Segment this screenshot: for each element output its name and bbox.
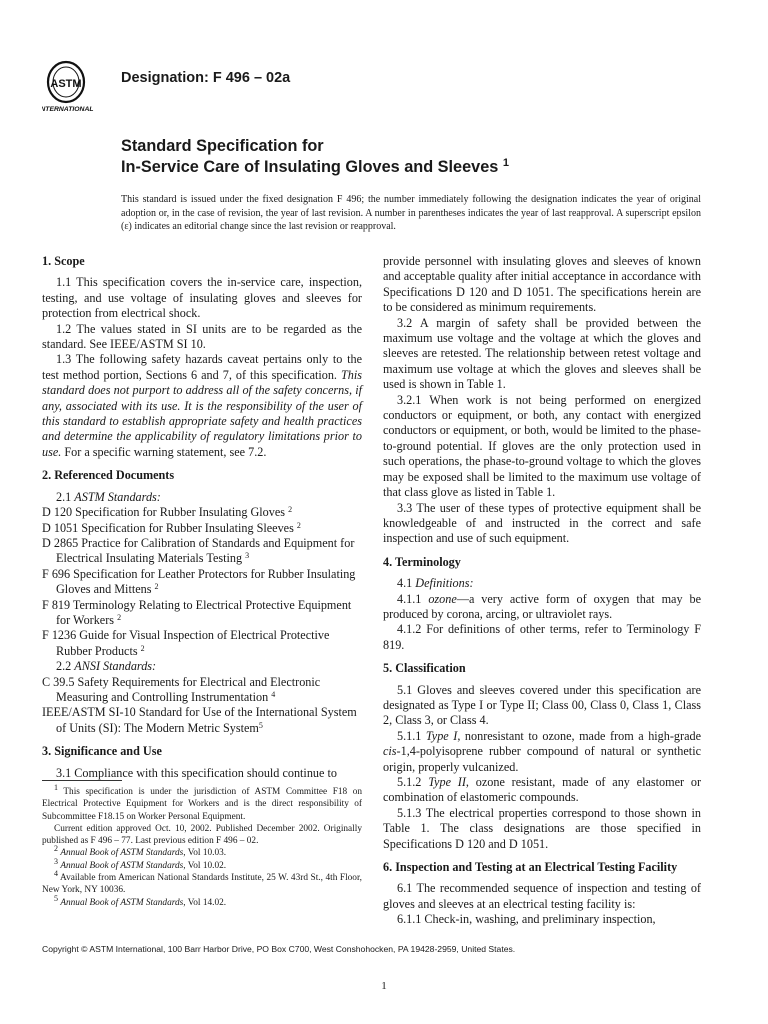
type-label: Type I <box>425 728 458 743</box>
footnote-number: 3 <box>54 856 58 866</box>
reference-item <box>42 628 362 659</box>
para-1-3-c: For a specific warning statement, see 7.2. <box>64 444 267 459</box>
ansi-standards-label: ANSI Standards: <box>74 659 157 674</box>
para-2-1 <box>42 490 362 505</box>
footnote-text: This specification is under the jurisdiction of ASTM Committee F18 on Electrical Protective Equipment for Workers and is the direct responsibility of Subcommittee F18.15 on Worker Personal Equipment. <box>42 787 363 822</box>
para-3-1: 3.1 Compliance with this specification should continue to <box>56 765 337 780</box>
title-footnote-mark: 1 <box>502 157 509 169</box>
footnote-mark: 2 <box>296 520 301 530</box>
para-4-1-num: 4.1 <box>397 576 413 591</box>
footnote-text: Available from American National Standards Institute, 25 W. 43rd St., 4th Floor, New York, NY 10036. <box>42 873 363 896</box>
astm-standards-label: ASTM Standards: <box>74 489 161 504</box>
footnote-number: 4 <box>54 869 58 879</box>
footnote-mark: 3 <box>245 551 250 561</box>
title-text: In-Service Care of Insulating Gloves and Sleeves <box>121 158 499 176</box>
title-line-2 <box>121 157 721 178</box>
section-heading-referenced-documents: 2. Referenced Documents <box>42 468 175 483</box>
footnote-text: Annual Book of ASTM Standards <box>60 860 184 871</box>
footnote-mark: 2 <box>154 582 159 592</box>
right-column <box>383 254 701 928</box>
footnote-number: 2 <box>54 844 58 854</box>
para-1-2: 1.2 The values stated in SI units are to be regarded as the standard. See IEEE/ASTM SI 10. <box>42 321 362 352</box>
para-5-1-1-num: 5.1.1 <box>397 728 422 743</box>
designation: Designation: F 496 – 02a <box>121 70 291 86</box>
footnote-volume: , Vol 10.02. <box>183 860 227 871</box>
section-heading-classification: 5. Classification <box>383 661 466 676</box>
astm-reference-list <box>42 505 362 659</box>
para-4-1-1-num: 4.1.1 <box>397 591 422 606</box>
ansi-reference-list <box>42 675 362 737</box>
para-3-1-continued: provide personnel with insulating gloves and sleeves of known and acceptable quality after initial acceptance in accordance with Specifications D 120 and D 1051. The specifications herein are to be considered as minimum requirements. <box>383 254 701 315</box>
type-label: Type II <box>428 775 466 789</box>
reference-item <box>42 705 362 736</box>
page-number: 1 <box>381 980 387 992</box>
reference-text: IEEE/ASTM SI-10 Standard for Use of the International System of Units (SI): The Modern Metric System <box>42 705 357 735</box>
section-heading-scope: 1. Scope <box>42 254 85 268</box>
para-3-2: 3.2 A margin of safety shall be provided between the maximum use voltage and the voltage at which the gloves and sleeves are retested. The relationship between retest voltage and maximum use voltage at which the gloves and sleeves shall be used is shown in Table 1. <box>383 315 701 392</box>
footnote-text: Annual Book of ASTM Standards <box>60 897 184 908</box>
cis-prefix: cis <box>383 744 397 759</box>
reference-item <box>42 675 362 706</box>
para-3-3: 3.3 The user of these types of protective equipment shall be knowledgeable of and instructed in the correct and safe inspection and use of such equipment. <box>383 500 701 546</box>
section-heading-significance: 3. Significance and Use <box>42 744 162 759</box>
para-5-1-1-text: , nonresistant to ozone, made from a high-grade <box>457 728 701 743</box>
defined-term: ozone <box>428 591 457 606</box>
reference-text: F 1236 Guide for Visual Inspection of Electrical Protective Rubber Products <box>42 628 330 658</box>
footnote-mark: 2 <box>140 643 145 653</box>
designation-notice: This standard is issued under the fixed designation F 496; the number immediately following the designation indicates the year of original adoption or, in the case of revision, the year of last revision. A number in parentheses indicates the year of last reapproval. A superscript epsilon (ε) indicates an editorial change since the last revision or reapproval. <box>121 194 701 233</box>
safety-caveat: This standard does not purport to address all of the safety concerns, if any, associated with its use. It is the responsibility of the user of this standard to establish appropriate safety and health practices and determine the applicability of regulatory limitations prior to use. <box>42 367 363 459</box>
reference-text: D 1051 Specification for Rubber Insulating Sleeves <box>42 520 294 535</box>
para-4-1-1 <box>383 592 701 623</box>
footnote-mark: 5 <box>258 720 263 730</box>
para-1-3 <box>42 352 362 460</box>
para-2-2-num: 2.2 <box>56 659 72 674</box>
copyright-notice: Copyright © ASTM International, 100 Barr Harbor Drive, PO Box C700, West Conshohocken, PA 19428-2959, United States. <box>42 944 516 954</box>
footnote-4 <box>42 869 363 897</box>
footnote-mark: 4 <box>271 689 276 699</box>
footnote-volume: , Vol 10.03. <box>183 848 227 859</box>
footnote-number: 1 <box>54 783 58 792</box>
para-6-1-1: 6.1.1 Check-in, washing, and preliminary inspection, <box>397 912 656 927</box>
section-heading-terminology: 4. Terminology <box>383 554 461 569</box>
definitions-label: Definitions: <box>415 576 474 591</box>
para-4-1 <box>383 576 701 591</box>
para-2-2 <box>42 659 362 674</box>
footnote-3 <box>42 856 362 872</box>
footnote-1-continued: Current edition approved Oct. 10, 2002. Published December 2002. Originally published as F 496 – 77. Last previous edition F 496 – 02. <box>42 823 362 847</box>
footnote-5 <box>42 893 362 909</box>
logo-letters: ASTM <box>50 78 82 90</box>
reference-text: F 819 Terminology Relating to Electrical Protective Equipment for Workers <box>42 597 352 627</box>
footnote-volume: , Vol 14.02. <box>183 897 227 908</box>
footnote-mark: 2 <box>288 505 293 515</box>
footnote-number: 5 <box>54 893 58 903</box>
left-column <box>42 254 362 781</box>
footnote-divider <box>42 780 122 781</box>
footnote-1 <box>42 783 363 823</box>
section-heading-inspection-testing: 6. Inspection and Testing at an Electrical Testing Facility <box>383 860 678 875</box>
para-2-1-num: 2.1 <box>56 489 72 504</box>
title-line-1: Standard Specification for <box>121 137 324 155</box>
reference-item <box>42 598 362 629</box>
para-1-3-a: 1.3 The following safety hazards caveat pertains only to the test method portion, Sections 6 and 7, of this specification. <box>42 352 362 382</box>
para-5-1-2-text: , ozone resistant, made of any elastomer or combination of elastomeric compounds. <box>383 775 702 805</box>
footnote-mark: 2 <box>117 612 122 622</box>
logo-subtitle: INTERNATIONAL <box>42 106 94 113</box>
document-title <box>121 136 721 178</box>
reference-item <box>42 567 362 598</box>
reference-text: F 696 Specification for Leather Protectors for Rubber Insulating Gloves and Mittens <box>42 566 356 597</box>
para-5-1-1 <box>383 729 701 775</box>
reference-text: D 2865 Practice for Calibration of Standards and Equipment for Electrical Insulating Materials Testing <box>42 535 355 566</box>
reference-item <box>42 536 362 567</box>
footnotes <box>42 783 363 909</box>
footnote-text: Annual Book of ASTM Standards <box>60 848 184 859</box>
para-5-1-1-text-b: -1,4-polyisoprene rubber compound of natural or synthetic origin, properly vulcanized. <box>383 744 701 774</box>
reference-text: D 120 Specification for Rubber Insulating Gloves <box>42 505 286 520</box>
astm-logo <box>42 58 112 116</box>
term-definition: —a very active form of oxygen that may be produced by corona, arcing, or ultraviolet rays. <box>383 591 701 621</box>
para-6-1: 6.1 The recommended sequence of inspection and testing of gloves and sleeves at an electrical testing facility is: <box>383 881 701 911</box>
para-4-1-2: 4.1.2 For definitions of other terms, refer to Terminology F 819. <box>383 622 701 652</box>
para-3-2-1: 3.2.1 When work is not being performed on energized conductors or equipment, or both, any contact with energized conductors or equipment, or both, would be limited to the phase-to-ground potential. If gloves are the only protection used in such operations, the phase-to-ground voltage to which the gloves may be exposed shall be limited to the maximum use voltage of that class glove as listed in Table 1. <box>383 392 701 500</box>
para-1-1: 1.1 This specification covers the in-service care, inspection, testing, and use voltage of insulating gloves and sleeves for protection from electrical shock. <box>42 275 362 321</box>
reference-text: C 39.5 Safety Requirements for Electrical and Electronic Measuring and Controlling Instrumentation <box>42 674 321 704</box>
reference-item <box>42 521 362 536</box>
para-5-1-2-num: 5.1.2 <box>397 775 422 789</box>
footnote-2 <box>42 844 362 859</box>
para-5-1-3: 5.1.3 The electrical properties correspond to those shown in Table 1. The class designations are those specified in Specifications D 120 and D 1051. <box>383 805 701 851</box>
para-5-1-2 <box>383 775 701 806</box>
para-5-1: 5.1 Gloves and sleeves covered under this specification are designated as Type I or Type II; Class 00, Class 0, Class 1, Class 2, Class 3, or Class 4. <box>383 682 701 728</box>
reference-item <box>42 505 362 520</box>
